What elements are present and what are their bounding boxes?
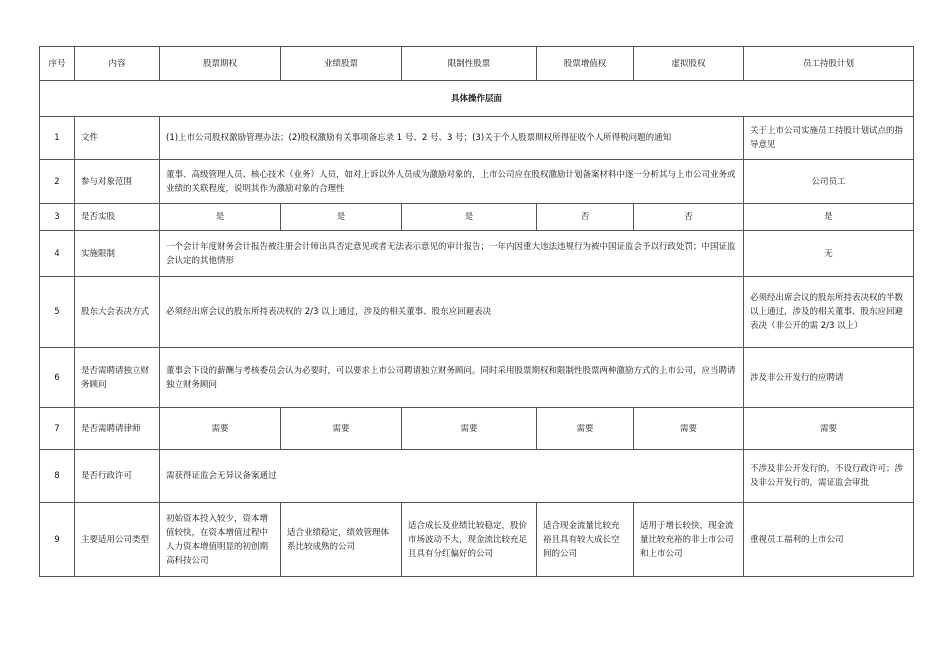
esop-cell: 不涉及非公开发行的，不设行政许可；涉及非公开发行的，需证监会审批 bbox=[744, 450, 914, 503]
value-cell: 需要 bbox=[160, 408, 281, 450]
row-label: 是否实股 bbox=[75, 204, 160, 231]
merged-cell: 必须经出席会议的股东所持表决权的 2/3 以上通过，涉及的相关董事、股东应回避表决 bbox=[160, 277, 744, 348]
row-number: 6 bbox=[40, 348, 75, 408]
section-row bbox=[40, 81, 914, 117]
table-row bbox=[40, 231, 914, 277]
header-cell: 虚拟股权 bbox=[634, 47, 744, 81]
row-number: 3 bbox=[40, 204, 75, 231]
merged-cell: 董事会下设的薪酬与考核委员会认为必要时，可以要求上市公司聘请独立财务顾问。同时采用股票期权和限制性股票两种激励方式的上市公司，应当聘请独立财务顾问 bbox=[160, 348, 744, 408]
header-cell: 员工持股计划 bbox=[744, 47, 914, 81]
merged-cell: 一个会计年度财务会计报告被注册会计师出具否定意见或者无法表示意见的审计报告；一年内因重大违法违规行为被中国证监会予以行政处罚；中国证监会认定的其他情形 bbox=[160, 231, 744, 277]
row-label: 是否行政许可 bbox=[75, 450, 160, 503]
row-label: 参与对象范围 bbox=[75, 160, 160, 204]
row-number: 7 bbox=[40, 408, 75, 450]
table-row bbox=[40, 503, 914, 577]
value-cell: 需要 bbox=[281, 408, 402, 450]
table-row bbox=[40, 204, 914, 231]
merged-cell: (1)上市公司股权激励管理办法；(2)股权激励有关事项备忘录 1 号、2 号、3 号；(3)关于个人股票期权所得征收个人所得税问题的通知 bbox=[160, 117, 744, 160]
row-label: 股东大会表决方式 bbox=[75, 277, 160, 348]
header-cell: 股票期权 bbox=[160, 47, 281, 81]
value-cell: 是 bbox=[402, 204, 537, 231]
table-row bbox=[40, 348, 914, 408]
row-number: 2 bbox=[40, 160, 75, 204]
esop-cell: 涉及非公开发行的应聘请 bbox=[744, 348, 914, 408]
row-number: 8 bbox=[40, 450, 75, 503]
esop-cell: 关于上市公司实施员工持股计划试点的指导意见 bbox=[744, 117, 914, 160]
table-row bbox=[40, 160, 914, 204]
header-cell: 限制性股票 bbox=[402, 47, 537, 81]
merged-cell: 董事、高级管理人员、核心技术（业务）人员，如对上诉以外人员成为激励对象的，上市公司应在股权激励计划备案材料中逐一分析其与上市公司业务或业绩的关联程度，说明其作为激励对象的合理性 bbox=[160, 160, 744, 204]
equity-incentive-table bbox=[39, 46, 914, 577]
table-row bbox=[40, 450, 914, 503]
row-number: 5 bbox=[40, 277, 75, 348]
header-cell: 股票增值权 bbox=[537, 47, 634, 81]
row-number: 9 bbox=[40, 503, 75, 577]
value-cell: 否 bbox=[537, 204, 634, 231]
table-row bbox=[40, 117, 914, 160]
value-cell: 是 bbox=[281, 204, 402, 231]
table-row bbox=[40, 277, 914, 348]
row-label: 实施限制 bbox=[75, 231, 160, 277]
value-cell: 适合现金流量比较充裕且具有较大成长空间的公司 bbox=[537, 503, 634, 577]
value-cell: 适合成长及业绩比较稳定，股价市场波动不大，现金流比较充足且具有分红偏好的公司 bbox=[402, 503, 537, 577]
row-label: 主要适用公司类型 bbox=[75, 503, 160, 577]
esop-cell: 公司员工 bbox=[744, 160, 914, 204]
section-title: 具体操作层面 bbox=[40, 81, 914, 117]
value-cell: 初始资本投入较少，资本增值较快，在资本增值过程中人力资本增值明显的初创期高科技公司 bbox=[160, 503, 281, 577]
row-number: 4 bbox=[40, 231, 75, 277]
value-cell: 是 bbox=[744, 204, 914, 231]
value-cell: 重视员工福利的上市公司 bbox=[744, 503, 914, 577]
table-row bbox=[40, 408, 914, 450]
header-cell: 序号 bbox=[40, 47, 75, 81]
esop-cell: 必须经出席会议的股东所持表决权的半数以上通过，涉及的相关董事、股东应回避表决（非公开的需 2/3 以上） bbox=[744, 277, 914, 348]
header-cell: 业绩股票 bbox=[281, 47, 402, 81]
header-row bbox=[40, 47, 914, 81]
value-cell: 需要 bbox=[634, 408, 744, 450]
esop-cell: 无 bbox=[744, 231, 914, 277]
value-cell: 否 bbox=[634, 204, 744, 231]
row-number: 1 bbox=[40, 117, 75, 160]
row-label: 是否需聘请独立财务顾问 bbox=[75, 348, 160, 408]
header-cell: 内容 bbox=[75, 47, 160, 81]
value-cell: 适用于增长较快，现金流量比较充裕的非上市公司和上市公司 bbox=[634, 503, 744, 577]
merged-cell: 需获得证监会无异议备案通过 bbox=[160, 450, 744, 503]
value-cell: 需要 bbox=[402, 408, 537, 450]
value-cell: 需要 bbox=[744, 408, 914, 450]
value-cell: 需要 bbox=[537, 408, 634, 450]
value-cell: 适合业绩稳定，绩效管理体系比较成熟的公司 bbox=[281, 503, 402, 577]
row-label: 是否需聘请律师 bbox=[75, 408, 160, 450]
value-cell: 是 bbox=[160, 204, 281, 231]
row-label: 文件 bbox=[75, 117, 160, 160]
